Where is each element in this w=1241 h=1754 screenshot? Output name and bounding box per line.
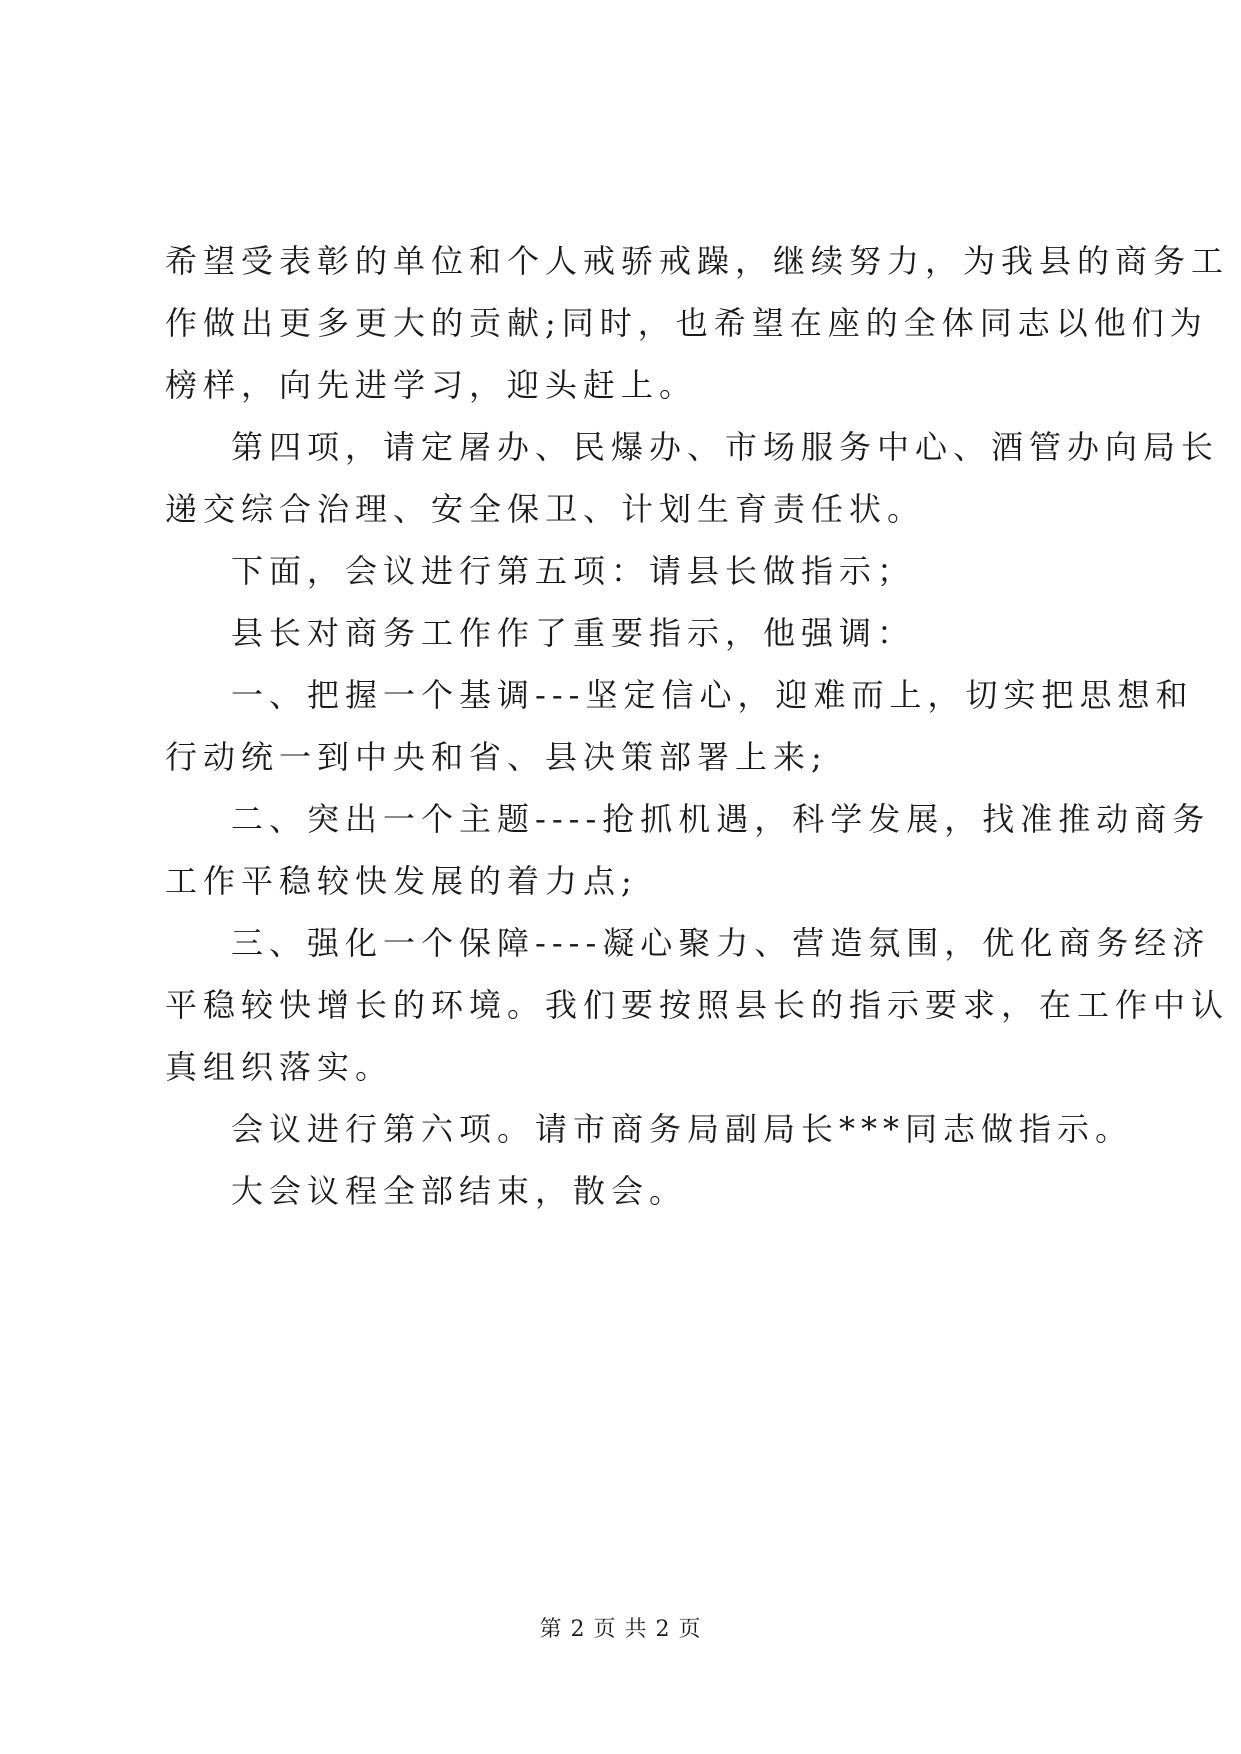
paragraph-start-line: 县长对商务工作作了重要指示，他强调： — [231, 614, 916, 652]
paragraph-start-line: 一、把握一个基调---坚定信心，迎难而上，切实把思想和 — [231, 676, 1194, 714]
text-line: 工作平稳较快发展的着力点; — [165, 862, 638, 900]
paragraph-start-line: 会议进行第六项。请市商务局副局长***同志做指示。 — [231, 1110, 1134, 1148]
text-line: 行动统一到中央和省、县决策部署上来; — [165, 738, 828, 776]
document-body — [165, 230, 1230, 1222]
paragraph-start-line: 大会议程全部结束，散会。 — [231, 1172, 688, 1210]
text-line: 真组织落实。 — [165, 1048, 394, 1086]
paragraph-start-line: 下面，会议进行第五项：请县长做指示； — [231, 552, 916, 590]
text-line: 平稳较快增长的环境。我们要按照县长的指示要求，在工作中认 — [165, 986, 1230, 1024]
text-line: 榜样，向先进学习，迎头赶上。 — [165, 366, 698, 404]
paragraph-start-line: 三、强化一个保障----凝心聚力、营造氛围，优化商务经济 — [231, 924, 1211, 962]
text-line: 希望受表彰的单位和个人戒骄戒躁，继续努力，为我县的商务工 — [165, 242, 1230, 280]
paragraph-start-line: 第四项，请定屠办、民爆办、市场服务中心、酒管办向局长 — [231, 428, 1220, 466]
page-footer: 第 2 页 共 2 页 — [539, 1617, 702, 1642]
paragraph-start-line: 二、突出一个主题----抢抓机遇，科学发展，找准推动商务 — [231, 800, 1211, 838]
text-line: 作做出更多更大的贡献;同时，也希望在座的全体同志以他们为 — [165, 304, 1208, 342]
text-line: 递交综合治理、安全保卫、计划生育责任状。 — [165, 490, 926, 528]
